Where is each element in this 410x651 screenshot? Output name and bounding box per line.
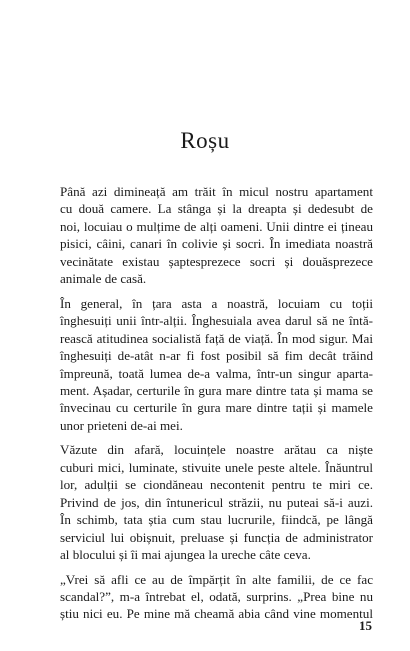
text-line: pisici, câini, canari în colivie și socri. În imediata noastră bbox=[60, 236, 373, 252]
text-line: Privind de jos, din întunericul străzii, nu puteai să-i auzi. bbox=[60, 494, 373, 510]
chapter-title: Roșu bbox=[180, 128, 230, 153]
text-line: În schimb, tata știa cum stau lucrurile, fiindcă, pe lângă bbox=[60, 512, 373, 528]
text-line: știu nici eu. Pe mine mă cheamă abia când vine momentul bbox=[60, 606, 373, 622]
paragraph-2 bbox=[46, 295, 373, 435]
text-line: cuburi mici, luminate, stivuite unele peste altele. Înăuntrul bbox=[60, 459, 373, 475]
text-line: serviciul lui obișnuit, preluase și funcția de administrator bbox=[60, 529, 373, 545]
text-line: vecinătate existau șaptesprezece socri și douăsprezece bbox=[60, 253, 373, 269]
text-line: ment. Așadar, certurile în gura mare dintre tata și mama se bbox=[60, 382, 373, 398]
text-line: noi, locuiau o mulțime de alți oameni. Unii dintre ei țineau bbox=[60, 218, 373, 234]
body-text bbox=[46, 183, 373, 630]
paragraph-3 bbox=[46, 441, 373, 563]
text-line: înghesuiți unii într-alții. Înghesuiala avea darul să ne întă- bbox=[60, 313, 373, 329]
text-line: În general, în țara asta a noastră, locuiam cu toții bbox=[60, 295, 373, 311]
text-line: Până azi dimineață am trăit în micul nostru apartament bbox=[60, 184, 373, 199]
paragraph-1 bbox=[46, 183, 373, 288]
text-line: rească atitudinea socialistă față de viață. În mod sigur. Mai bbox=[60, 330, 373, 346]
text-line: înghesuiți de-atât n-ar fi fost posibil să fim decât trăind bbox=[60, 348, 373, 364]
paragraph-4 bbox=[46, 571, 373, 623]
text-line: animale de casă. bbox=[60, 271, 147, 287]
text-line: învecinau cu certurile în gura mare dintre tații și mamele bbox=[60, 400, 373, 416]
text-line: lor, adulții se ciondăneau necontenit pentru te miri ce. bbox=[60, 477, 373, 493]
text-line: scandal?”, m-a întrebat el, odată, surprins. „Prea bine nu bbox=[60, 588, 373, 604]
text-line: cu două camere. La stânga și la dreapta și dedesubt de bbox=[60, 201, 373, 217]
text-line: al blocului și îi mai ajungea la ureche câte ceva. bbox=[60, 547, 311, 563]
text-line: „Vrei să afli ce au de împărțit în alte familii, de ce fac bbox=[60, 571, 373, 587]
page-number: 15 bbox=[359, 618, 372, 633]
text-line: Văzute din afară, locuințele noastre arătau ca niște bbox=[60, 442, 373, 458]
text-line: împreună, toată lumea de-a valma, într-un singur aparta- bbox=[60, 365, 373, 381]
text-line: unor prieteni de-ai mei. bbox=[60, 417, 183, 433]
